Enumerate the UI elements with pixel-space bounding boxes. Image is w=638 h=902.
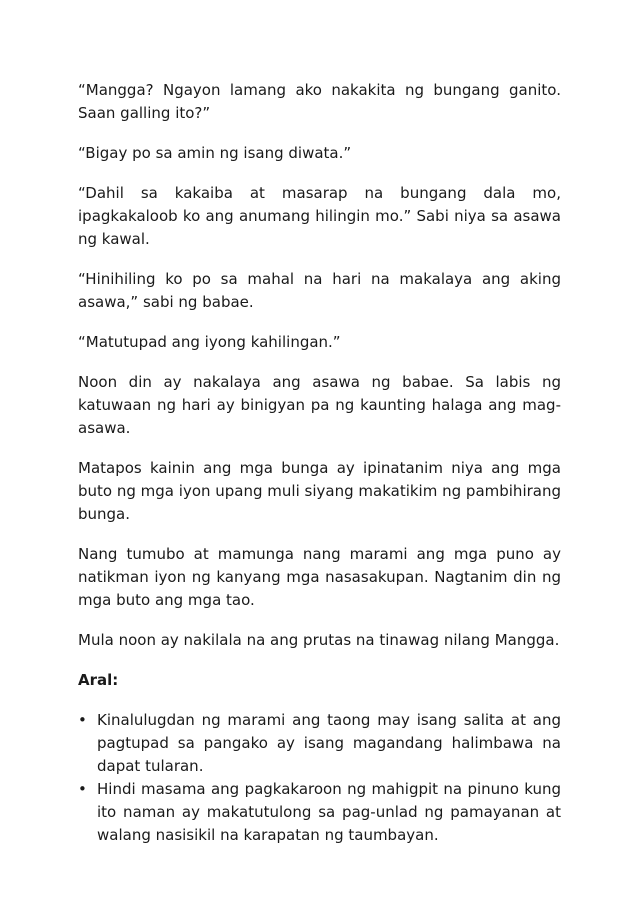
paragraph: Noon din ay nakalaya ang asawa ng babae. Sa labis ng katuwaan ng hari ay binigyan pa ng kaunting halaga ang mag-asawa. [78, 373, 561, 437]
aral-item-text: Kinalulugdan ng marami ang taong may isang salita at ang pagtupad sa pangako ay isang magandang halimbawa na dapat tularan. [97, 711, 561, 775]
paragraph: “Matutupad ang iyong kahilingan.” [78, 333, 341, 351]
paragraph: Mula noon ay nakilala na ang prutas na tinawag nilang Mangga. [78, 631, 560, 649]
story-body [78, 79, 561, 847]
aral-list-item [78, 709, 561, 778]
paragraph: “Bigay po sa amin ng isang diwata.” [78, 144, 352, 162]
bullet-icon: • [78, 711, 87, 729]
paragraph: “Dahil sa kakaiba at masarap na bungang dala mo, ipagkakaloob ko ang anumang hilingin mo.” Sabi niya sa asawa ng kawal. [78, 184, 561, 248]
aral-list-item [78, 778, 561, 847]
aral-item-text: Hindi masama ang pagkakaroon ng mahigpit na pinuno kung ito naman ay makatutulong sa pag-unlad ng pamayanan at walang nasisikil na karapatan ng taumbayan. [97, 780, 561, 844]
paragraph: “Hinihiling ko po sa mahal na hari na makalaya ang aking asawa,” sabi ng babae. [78, 270, 561, 311]
bullet-icon: • [78, 780, 87, 798]
paragraph: Nang tumubo at mamunga nang marami ang mga puno ay natikman iyon ng kanyang mga nasasakupan. Nagtanim din ng mga buto ang mga tao. [78, 545, 561, 609]
paragraph: “Mangga? Ngayon lamang ako nakakita ng bungang ganito. Saan galling ito?” [78, 81, 561, 122]
aral-heading: Aral: [78, 671, 119, 689]
paragraph: Matapos kainin ang mga bunga ay ipinatanim niya ang mga buto ng mga iyon upang muli siyang makatikim ng pambihirang bunga. [78, 459, 561, 523]
aral-list [78, 709, 561, 847]
